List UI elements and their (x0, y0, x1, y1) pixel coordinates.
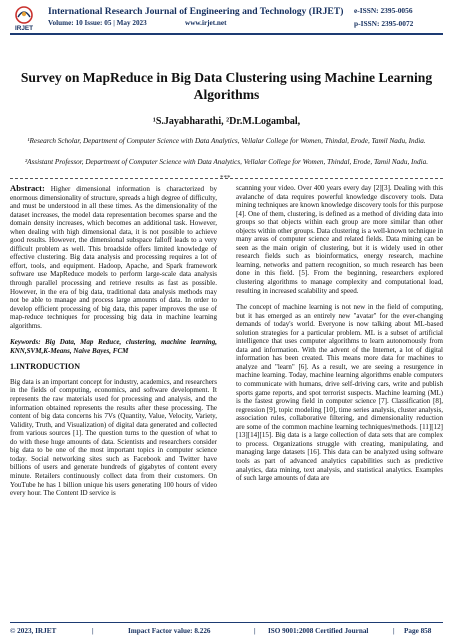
abstract-label: Abstract: (10, 183, 45, 193)
footer-copyright: © 2023, IRJET (10, 627, 57, 635)
abstract-text: Higher dimensional information is characterized by enormous dimensionality of structure, spreads a high degree of difficulty, and must be understood in all these times. As the dimensionality of the dataset increases, the model data representation becomes sparse and the domain density increases, which becomes an additional task. However, when dealing with high dimensional data, it is not possible to achieve good results. However, the dimensional subspace falloff leads to a very difficult problem as well. This broadside offers limited knowledge of effective clustering. Big data analysis and processing requires a lot of effort, tools, and equipment. Hadoop, Apache, and Spark framework software use MapReduce models to perform large-scale data analysis through parallel processing and retrieve results as fast as possible. However, in the era of big data, traditional data analysis methods may not be able to manage and process large amounts of data. In order to develop efficient processing of big data, this paper improves the use of map-reduce techniques for processing big data in machine learning algorithms. (10, 185, 218, 330)
e-issn: e-ISSN: 2395-0056 (354, 6, 413, 15)
footer-impact-factor: Impact Factor value: 8.226 (128, 627, 211, 635)
footer-separator: | (393, 627, 395, 635)
intro-paragraph: Big data is an important concept for industry, academics, and researchers in the fields of computing, economics, and software development. It represents the raw materials used for processing and analysis, and the information obtained represents the results after these processing. The content of big data concerns his 7Vs (Quantity, Value, Velocity, Variety, Validity, Truth, and Visualization) of digital data generated and collected from various sources [1]. The question turns to the question of what to do with these huge amounts of data. Scientists and researchers consider big data to be one of the most important topics in computer science today. Social networking sites such as Facebook and Twitter have billions of users and generate hundreds of gigabytes of content every minute. Retailers continuously collect data from their customers. On YouTube he has 1 billion unique his users generating 100 hours of video every hour. The Content ID service is (10, 377, 217, 498)
journal-name: International Research Journal of Engineering and Technology (IRJET) (48, 6, 344, 17)
section-heading-introduction: 1.INTRODUCTION (10, 362, 81, 372)
right-paragraph-1: scanning your video. Over 400 years every day [2][3]. Dealing with this avalanche of data requires powerful knowledge discovery tools. Data mining techniques are known knowledge discovery tools for this purpose [4]. One of them, clustering, is defined as a method of dividing data into groups so that objects within each group are more similar than other objects within other groups. Data clustering is a well-known technique in many areas of computer science and related fields. Data mining can be seen as the main origin of clustering, but it is widely used in other research fields such as bioinformatics, energy research, machine learning, networks and pattern recognition, so much research has been done in this field. [5]. From the beginning, researchers explored clustering algorithms to manage complexity and computational load, resulting in increased scalability and speed. (236, 184, 443, 295)
journal-website[interactable]: www.irjet.net (185, 19, 227, 27)
footer-divider (10, 622, 443, 623)
p-issn: p-ISSN: 2395-0072 (354, 19, 414, 28)
irjet-logo (10, 5, 38, 31)
right-paragraph-2: The concept of machine learning is not new in the field of computing, but it has emerged as an entirely new "avatar" for the ever-changing demands of today's world. Everyone is now talking about ML-based solution strategies for a particular problem. ML is a subset of artificial intelligence that uses computer algorithms to learn autonomously from data and information. With the advent of the Internet, a lot of digital information has been created. This means more data for machines to analyze and "learn" [6]. As a result, we are seeing a resurgence in machine learning. Today, machine learning algorithms enable computers to communicate with humans, drive self-driving cars, write and publish sports game reports, and spot terrorist suspects. Machine learning (ML) is the fastest growing field in computer science [7]. Classification [8], regression [9], topic modeling [10], time series analysis, cluster analysis, association rules, collaborative filtering, and dimensionality reduction are some of the common machine learning techniques/methods. [11][12][13][14][15]. Big data is a large collection of data sets that are complex to process. Organizations struggle with creating, manipulating, and managing large datasets [16]. This data can be analyzed using software tools as part of advanced analytics capabilities such as predictive analytics, data mining, text analysis, and statistical analytics. Examples of such large amounts of data are (236, 303, 443, 483)
paper-authors: ¹S.Jayabharathi, ²Dr.M.Logambal, (152, 116, 301, 127)
footer-separator: | (254, 627, 256, 635)
footer-page-number: Page 858 (404, 627, 432, 635)
abstract (10, 184, 217, 330)
keywords: Keywords: Big Data, Map Reduce, clustering, machine learning, KNN,SVM,K-Means, Naive Bayes, FCM (10, 338, 217, 355)
svg-text:IRJET: IRJET (14, 25, 34, 31)
footer-iso: ISO 9001:2008 Certified Journal (268, 627, 369, 635)
separator-mark: *** (220, 174, 231, 182)
left-column (10, 184, 217, 498)
journal-issue: Volume: 10 Issue: 05 | May 2023 (48, 19, 147, 27)
header-divider (10, 33, 443, 35)
journal-header (0, 0, 453, 34)
journal-footer (0, 622, 453, 640)
right-column (236, 184, 443, 483)
footer-separator: | (92, 627, 94, 635)
paper-title: Survey on MapReduce in Big Data Clustering using Machine Learning Algorithms (20, 70, 433, 102)
affiliation-1: ¹Research Scholar, Department of Computer Science with Data Analytics, Vellalar College for Women, Thindal, Erode, Tamil Nadu, India. (27, 137, 426, 145)
affiliation-2: ²Assistant Professor, Department of Computer Science with Data Analytics, Vellalar College for Women, Thindal, Erode, Tamil Nadu, India. (24, 158, 429, 166)
